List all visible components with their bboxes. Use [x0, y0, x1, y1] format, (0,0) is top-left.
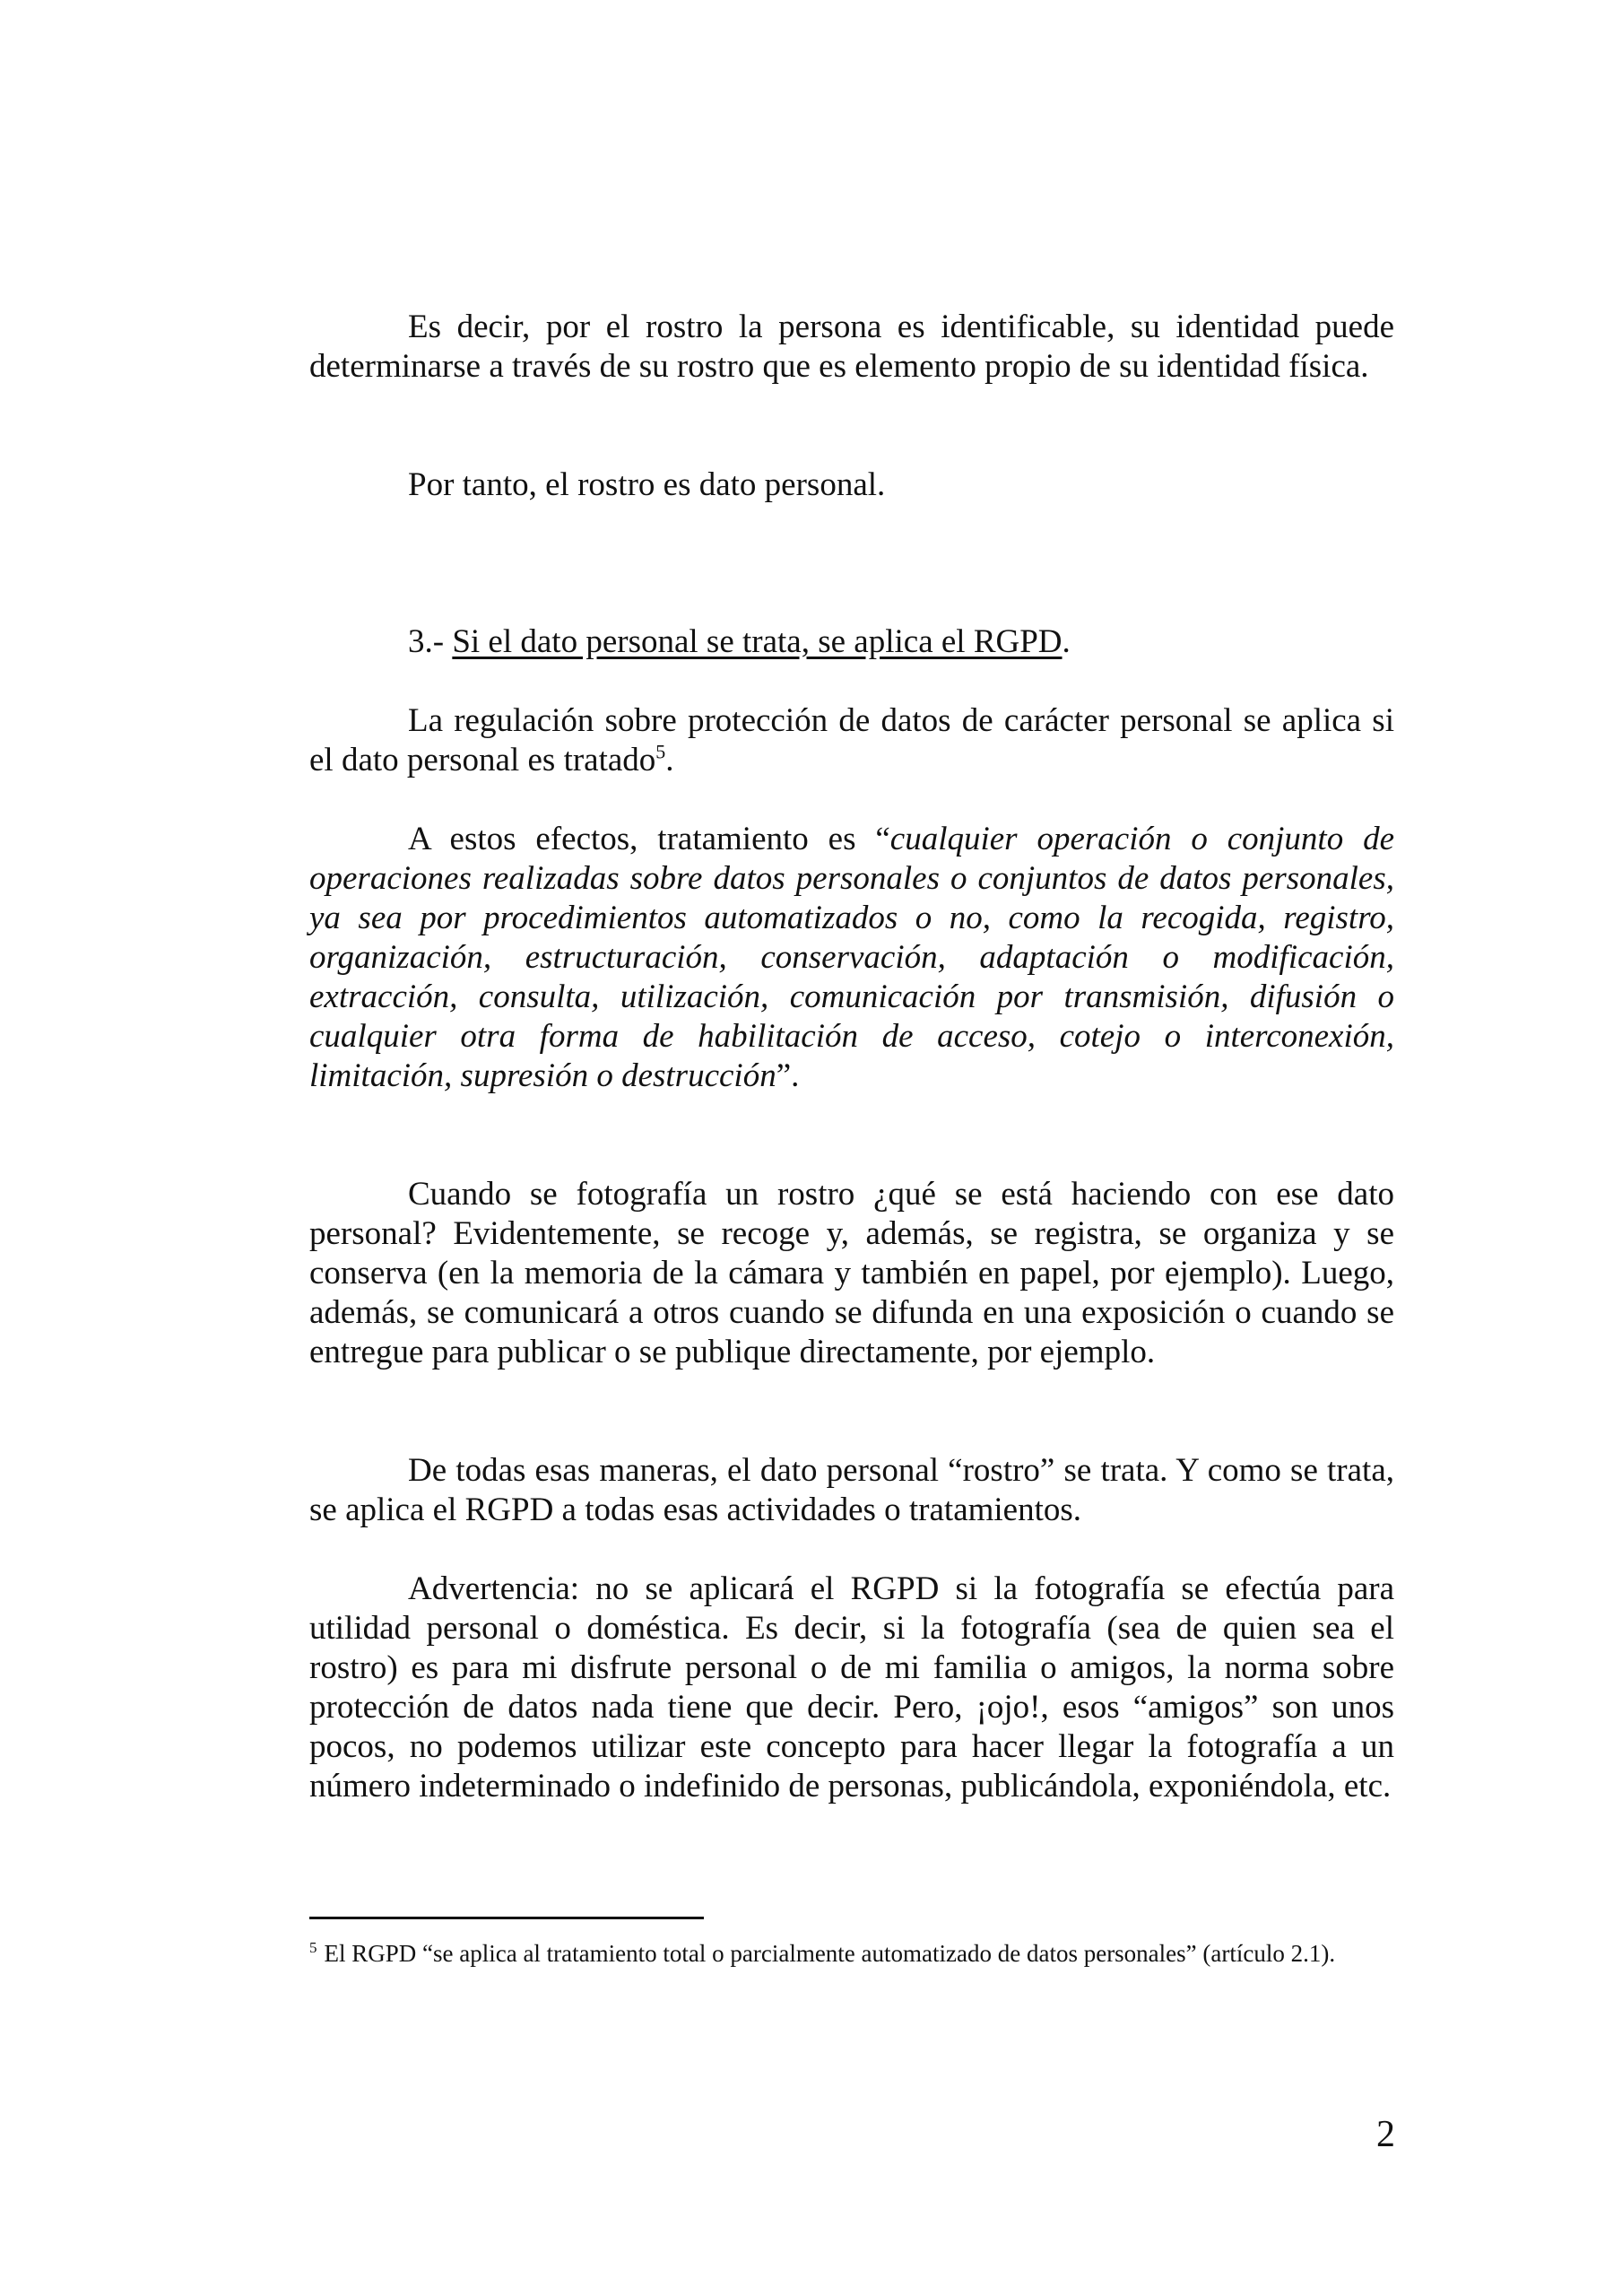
page-number: 2: [1376, 2114, 1395, 2155]
paragraph-definition: [309, 820, 1394, 1096]
heading-number: 3.-: [408, 623, 453, 660]
paragraph-processing: De todas esas maneras, el dato personal “rostro” se trata. Y como se trata, se aplica el RGPD a todas esas actividades o tratamientos.: [309, 1452, 1394, 1528]
section-heading: [309, 622, 1394, 662]
paragraph-identity: Es decir, por el rostro la persona es identificable, su identidad puede determinarse a través de su rostro que es elemento propio de su identidad física.: [309, 309, 1394, 385]
footnote-separator: [309, 1917, 704, 1919]
footnote-reference: 5: [655, 740, 666, 763]
heading-end: .: [1062, 623, 1071, 660]
definition-quote: cualquier operación o conjunto de operaciones realizadas sobre datos personales o conjuntos de datos personales, ya sea por procedimientos automatizados o no, como la recogida, registro, organización, estructuración, conservación, adaptación o modificación, extracción, consulta, utilización, comunicación por transmisión, difusión o cualquier otra forma de habilitación de acceso, cotejo o interconexión, limitación, supresión o destrucción: [309, 821, 1394, 1094]
paragraph-regulation-text: La regulación sobre protección de datos de carácter personal se aplica si el dato personal es tratado: [309, 702, 1394, 778]
paragraph-photograph: Cuando se fotografía un rostro ¿qué se está haciendo con ese dato personal? Evidentemente, se recoge y, además, se registra, se organiza y se conserva (en la memoria de la cámara y también en papel, por ejemplo). Luego, además, se comunicará a otros cuando se difunda en una exposición o cuando se entregue para publicar o se publique directamente, por ejemplo.: [309, 1176, 1394, 1370]
footnote-text: El RGPD “se aplica al tratamiento total o parcialmente automatizado de datos personales” (artículo 2.1).: [324, 1940, 1336, 1967]
heading-title: Si el dato personal se trata, se aplica el RGPD: [452, 623, 1063, 660]
definition-lead: A estos efectos, tratamiento es “: [408, 821, 890, 857]
footnote: [309, 1937, 1394, 1970]
paragraph-regulation-end: .: [665, 742, 674, 778]
paragraph-warning: Advertencia: no se aplicará el RGPD si la fotografía se efectúa para utilidad personal o doméstica. Es decir, si la fotografía (sea de quien sea el rostro) es para mi disfrute personal o de mi familia o amigos, la norma sobre protección de datos nada tiene que decir. Pero, ¡ojo!, esos “amigos” son unos pocos, no podemos utilizar este concepto para hacer llegar la fotografía a un número indeterminado o indefinido de personas, publicándola, exponiéndola, etc.: [309, 1570, 1394, 1805]
paragraph-conclusion: Por tanto, el rostro es dato personal.: [408, 466, 886, 503]
definition-end: ”.: [776, 1057, 800, 1094]
footnote-marker: 5: [309, 1939, 317, 1956]
paragraph-regulation: [309, 701, 1394, 780]
